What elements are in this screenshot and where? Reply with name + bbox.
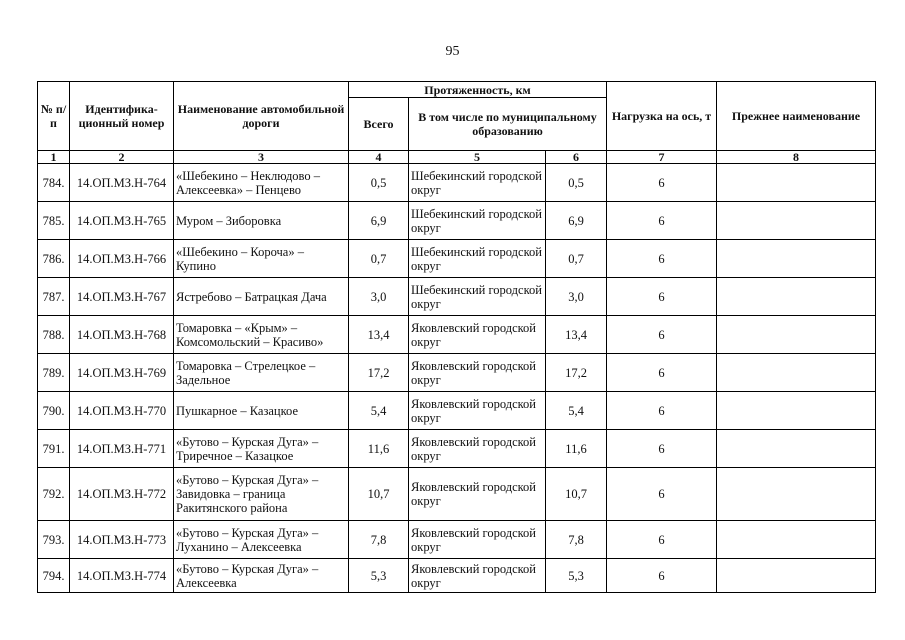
- road-id: 14.ОП.МЗ.Н-768: [70, 316, 174, 354]
- row-number: 789.: [38, 354, 70, 392]
- column-number: 5: [409, 151, 546, 164]
- length-total: 3,0: [349, 278, 409, 316]
- road-name: Томаровка – Стрелецкое – Задельное: [174, 354, 349, 392]
- municipality: Яковлевский городской округ: [409, 430, 546, 468]
- old-name: [717, 468, 876, 521]
- table-row: [38, 354, 876, 392]
- municipality: Яковлевский городской округ: [409, 392, 546, 430]
- municipality: Яковлевский городской округ: [409, 559, 546, 593]
- old-name: [717, 521, 876, 559]
- axle-load: 6: [607, 240, 717, 278]
- length-municipal: 5,4: [546, 392, 607, 430]
- row-number: 784.: [38, 164, 70, 202]
- road-id: 14.ОП.МЗ.Н-765: [70, 202, 174, 240]
- road-name: Пушкарное – Казацкое: [174, 392, 349, 430]
- road-id: 14.ОП.МЗ.Н-770: [70, 392, 174, 430]
- page-number: 95: [445, 44, 460, 59]
- old-name: [717, 278, 876, 316]
- header-municipal: В том числе по муниципальному образованию: [409, 98, 607, 151]
- road-name: «Бутово – Курская Дуга» – Триречное – Казацкое: [174, 430, 349, 468]
- length-total: 17,2: [349, 354, 409, 392]
- road-id: 14.ОП.МЗ.Н-772: [70, 468, 174, 521]
- table-row: [38, 521, 876, 559]
- length-municipal: 5,3: [546, 559, 607, 593]
- length-total: 6,9: [349, 202, 409, 240]
- length-total: 0,5: [349, 164, 409, 202]
- length-municipal: 11,6: [546, 430, 607, 468]
- old-name: [717, 240, 876, 278]
- column-number: 8: [717, 151, 876, 164]
- row-number: 786.: [38, 240, 70, 278]
- municipality: Шебекинский городской округ: [409, 164, 546, 202]
- road-id: 14.ОП.МЗ.Н-773: [70, 521, 174, 559]
- length-total: 7,8: [349, 521, 409, 559]
- column-numbers-row: [38, 151, 876, 164]
- table-row: [38, 202, 876, 240]
- column-number: 4: [349, 151, 409, 164]
- road-id: 14.ОП.МЗ.Н-764: [70, 164, 174, 202]
- axle-load: 6: [607, 354, 717, 392]
- row-number: 785.: [38, 202, 70, 240]
- municipality: Яковлевский городской округ: [409, 521, 546, 559]
- municipality: Яковлевский городской округ: [409, 354, 546, 392]
- column-number: 6: [546, 151, 607, 164]
- row-number: 793.: [38, 521, 70, 559]
- table-row: [38, 164, 876, 202]
- length-municipal: 13,4: [546, 316, 607, 354]
- road-id: 14.ОП.МЗ.Н-771: [70, 430, 174, 468]
- road-id: 14.ОП.МЗ.Н-767: [70, 278, 174, 316]
- header-total: Всего: [349, 98, 409, 151]
- roads-table: [37, 81, 876, 593]
- axle-load: 6: [607, 316, 717, 354]
- old-name: [717, 164, 876, 202]
- length-total: 5,3: [349, 559, 409, 593]
- table-row: [38, 392, 876, 430]
- axle-load: 6: [607, 468, 717, 521]
- municipality: Шебекинский городской округ: [409, 202, 546, 240]
- row-number: 788.: [38, 316, 70, 354]
- axle-load: 6: [607, 559, 717, 593]
- old-name: [717, 202, 876, 240]
- length-municipal: 0,7: [546, 240, 607, 278]
- municipality: Яковлевский городской округ: [409, 316, 546, 354]
- old-name: [717, 316, 876, 354]
- length-total: 5,4: [349, 392, 409, 430]
- length-municipal: 17,2: [546, 354, 607, 392]
- old-name: [717, 354, 876, 392]
- table-body: [38, 164, 876, 593]
- header-no: № п/п: [38, 82, 70, 151]
- axle-load: 6: [607, 392, 717, 430]
- road-name: «Шебекино – Короча» – Купино: [174, 240, 349, 278]
- road-id: 14.ОП.МЗ.Н-769: [70, 354, 174, 392]
- table-header: [38, 82, 876, 164]
- axle-load: 6: [607, 278, 717, 316]
- road-id: 14.ОП.МЗ.Н-774: [70, 559, 174, 593]
- length-municipal: 7,8: [546, 521, 607, 559]
- road-id: 14.ОП.МЗ.Н-766: [70, 240, 174, 278]
- length-total: 0,7: [349, 240, 409, 278]
- row-number: 794.: [38, 559, 70, 593]
- table-row: [38, 559, 876, 593]
- table-row: [38, 316, 876, 354]
- header-old-name: Прежнее наименование: [717, 82, 876, 151]
- row-number: 791.: [38, 430, 70, 468]
- road-name: Ястребово – Батрацкая Дача: [174, 278, 349, 316]
- table-row: [38, 240, 876, 278]
- axle-load: 6: [607, 202, 717, 240]
- axle-load: 6: [607, 521, 717, 559]
- axle-load: 6: [607, 430, 717, 468]
- header-id: Идентифика-ционный номер: [70, 82, 174, 151]
- municipality: Шебекинский городской округ: [409, 278, 546, 316]
- length-municipal: 10,7: [546, 468, 607, 521]
- axle-load: 6: [607, 164, 717, 202]
- row-number: 787.: [38, 278, 70, 316]
- column-number: 7: [607, 151, 717, 164]
- header-axle-load: Нагрузка на ось, т: [607, 82, 717, 151]
- table-row: [38, 430, 876, 468]
- length-total: 13,4: [349, 316, 409, 354]
- header-road-name: Наименование автомобильной дороги: [174, 82, 349, 151]
- row-number: 790.: [38, 392, 70, 430]
- column-number: 1: [38, 151, 70, 164]
- road-name: «Бутово – Курская Дуга» – Завидовка – граница Ракитянского района: [174, 468, 349, 521]
- length-municipal: 6,9: [546, 202, 607, 240]
- road-name: Муром – Зиборовка: [174, 202, 349, 240]
- road-name: Томаровка – «Крым» – Комсомольский – Красиво»: [174, 316, 349, 354]
- table-row: [38, 278, 876, 316]
- road-name: «Бутово – Курская Дуга» – Луханино – Алексеевка: [174, 521, 349, 559]
- old-name: [717, 392, 876, 430]
- length-total: 11,6: [349, 430, 409, 468]
- length-total: 10,7: [349, 468, 409, 521]
- length-municipal: 0,5: [546, 164, 607, 202]
- column-number: 2: [70, 151, 174, 164]
- header-length-group: Протяженность, км: [349, 82, 607, 98]
- table-row: [38, 468, 876, 521]
- length-municipal: 3,0: [546, 278, 607, 316]
- municipality: Шебекинский городской округ: [409, 240, 546, 278]
- road-name: «Бутово – Курская Дуга» – Алексеевка: [174, 559, 349, 593]
- old-name: [717, 430, 876, 468]
- road-name: «Шебекино – Неклюдово – Алексеевка» – Пенцево: [174, 164, 349, 202]
- old-name: [717, 559, 876, 593]
- row-number: 792.: [38, 468, 70, 521]
- municipality: Яковлевский городской округ: [409, 468, 546, 521]
- column-number: 3: [174, 151, 349, 164]
